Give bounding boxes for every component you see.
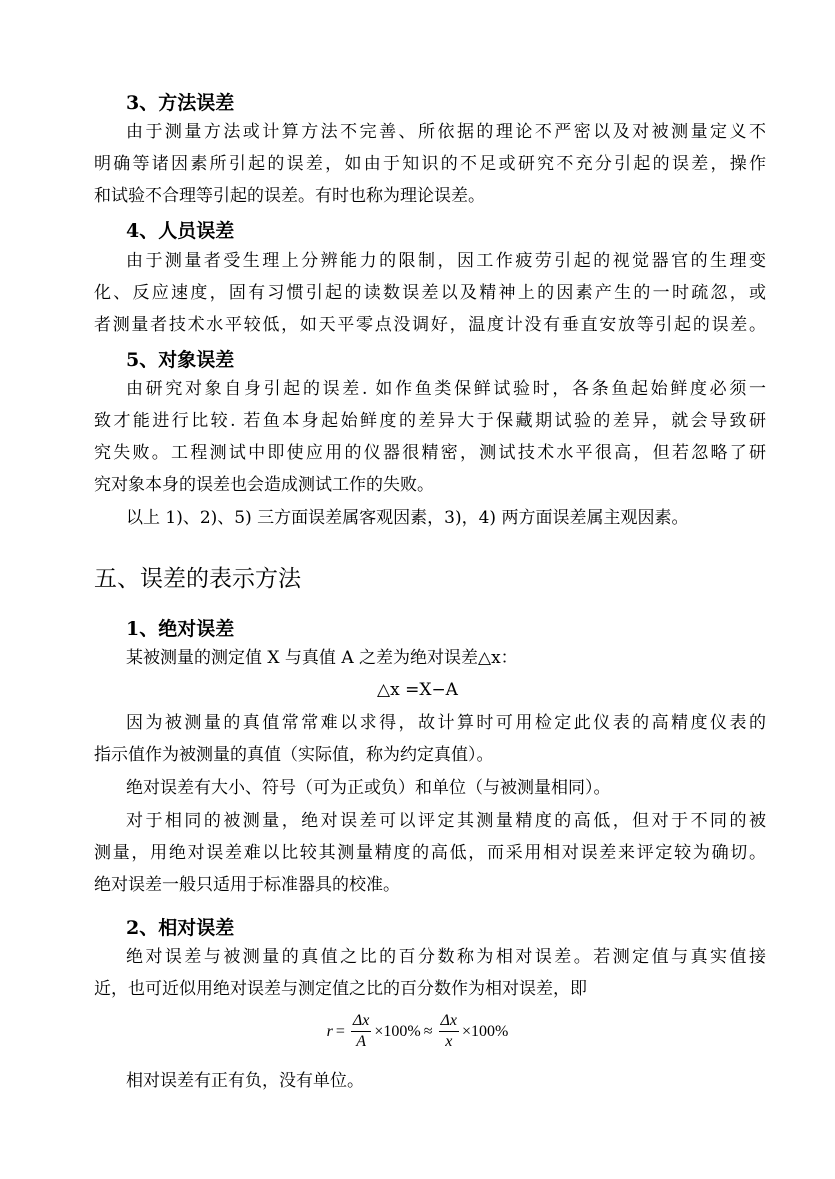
formula-approx: ≈ xyxy=(423,1022,433,1040)
fraction-numerator: Δx xyxy=(351,1012,372,1032)
fraction-denominator: A xyxy=(356,1033,367,1050)
paragraph-line: 致才能进行比较. 若鱼本身起始鲜度的差异大于保藏期试验的差异，就会导致研 xyxy=(94,411,766,431)
paragraph-line: 指示值作为被测量的真值（实际值，称为约定真值）。 xyxy=(94,745,494,765)
paragraph-line: 近，也可近似用绝对误差与测定值之比的百分数作为相对误差，即 xyxy=(94,979,587,999)
paragraph-line: 究失败。工程测试中即使应用的仪器很精密，测试技术水平很高，但若忽略了研 xyxy=(94,443,766,463)
chapter-title: 五、误差的表示方法 xyxy=(94,566,301,592)
paragraph-line: 者测量者技术水平较低，如天平零点没调好，温度计没有垂直安放等引起的误差。 xyxy=(94,315,766,335)
formula-percent-1: ×100% xyxy=(374,1022,421,1040)
paragraph-line: 和试验不合理等引起的误差。有时也称为理论误差。 xyxy=(94,186,485,206)
paragraph-line: 明确等诸因素所引起的误差，如由于知识的不足或研究不充分引起的误差，操作 xyxy=(94,154,766,174)
formula-lhs: r xyxy=(326,1022,333,1040)
section-heading-method-error: 3、方法误差 xyxy=(126,92,235,114)
summary-line: 以上 1)、2)、5) 三方面误差属客观因素，3)，4) 两方面误差属主观因素。 xyxy=(126,508,689,528)
paragraph-line: 由研究对象自身引起的误差. 如作鱼类保鲜试验时，各条鱼起始鲜度必须一 xyxy=(126,379,766,399)
section-heading-relative-error: 2、相对误差 xyxy=(126,917,235,939)
paragraph-line: 由于测量者受生理上分辨能力的限制，因工作疲劳引起的视觉器官的生理变 xyxy=(126,251,766,271)
section-heading-absolute-error: 1、绝对误差 xyxy=(126,618,235,640)
section-heading-object-error: 5、对象误差 xyxy=(126,349,235,371)
absolute-error-formula: △x =X−A xyxy=(377,680,458,700)
paragraph-line: 化、反应速度，固有习惯引起的读数误差以及精神上的因素产生的一时疏忽，或 xyxy=(94,283,766,303)
paragraph-line: 绝对误差与被测量的真值之比的百分数称为相对误差。若测定值与真实值接 xyxy=(126,947,766,967)
formula-percent-2: ×100% xyxy=(462,1022,509,1040)
paragraph-line: 由于测量方法或计算方法不完善、所依据的理论不严密以及对被测量定义不 xyxy=(126,122,766,142)
paragraph-line: 对于相同的被测量，绝对误差可以评定其测量精度的高低，但对于不同的被 xyxy=(126,811,766,831)
paragraph-line: 测量，用绝对误差难以比较其测量精度的高低，而采用相对误差来评定较为确切。 xyxy=(94,843,766,863)
fraction-numerator: Δx xyxy=(439,1012,460,1032)
paragraph-line: 绝对误差有大小、符号（可为正或负）和单位（与被测量相同）。 xyxy=(126,778,611,798)
formula-fraction-2 xyxy=(439,1012,460,1051)
section-heading-personnel-error: 4、人员误差 xyxy=(126,220,235,242)
paragraph-line: 相对误差有正有负，没有单位。 xyxy=(126,1071,364,1091)
formula-fraction-1 xyxy=(351,1012,372,1051)
paragraph-line: 绝对误差一般只适用于标准器具的校准。 xyxy=(94,875,400,895)
paragraph-line: 究对象本身的误差也会造成测试工作的失败。 xyxy=(94,475,434,495)
fraction-denominator: x xyxy=(445,1033,453,1050)
paragraph-line: 因为被测量的真值常常难以求得，故计算时可用检定此仪表的高精度仪表的 xyxy=(126,713,766,733)
formula-equals: = xyxy=(335,1022,345,1040)
paragraph-line: 某被测量的测定值 X 与真值 A 之差为绝对误差△x： xyxy=(126,648,518,668)
relative-error-formula xyxy=(0,1012,835,1051)
